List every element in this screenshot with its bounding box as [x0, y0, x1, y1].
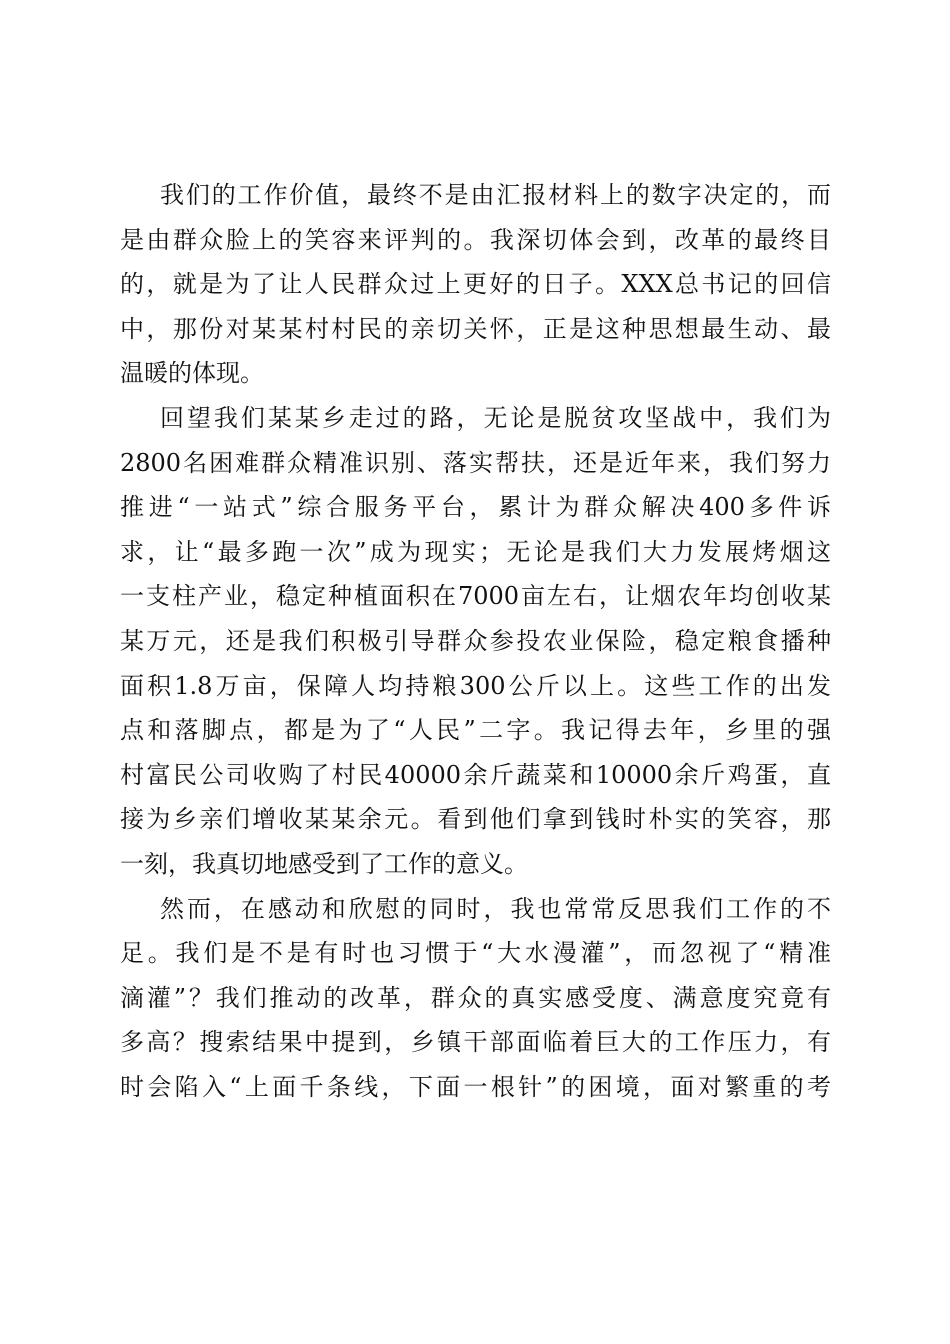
text-line: 求，让“最多跑一次”成为现实；无论是我们大力发展烤烟这 [120, 537, 831, 566]
text-line: 推进“一站式”综合服务平台，累计为群众解决400多件诉 [120, 493, 831, 522]
text-line: 的，就是为了让人民群众过上更好的日子。XXX总书记的回信 [120, 270, 831, 299]
paragraph [120, 173, 831, 396]
text-line: 接为乡亲们增收某某余元。看到他们拿到钱时朴实的笑容，那 [120, 805, 831, 834]
text-line: 回望我们某某乡走过的路，无论是脱贫攻坚战中，我们为 [160, 403, 831, 432]
text-line: 是由群众脸上的笑容来评判的。我深切体会到，改革的最终目 [120, 225, 831, 254]
text-line: 点和落脚点，都是为了“人民”二字。我记得去年，乡里的强 [120, 716, 831, 745]
text-line: 2800名困难群众精准识别、落实帮扶，还是近年来，我们努力 [120, 448, 831, 477]
text-line: 温暖的体现。 [120, 359, 264, 388]
text-line: 某万元，还是我们积极引导群众参投农业保险，稳定粮食播种 [120, 626, 831, 655]
text-line: 然而，在感动和欣慰的同时，我也常常反思我们工作的不 [160, 894, 831, 923]
text-line: 中，那份对某某村村民的亲切关怀，正是这种思想最生动、最 [120, 314, 831, 343]
text-line: 一支柱产业，稳定种植面积在7000亩左右，让烟农年均创收某 [120, 582, 831, 611]
document-page [120, 173, 831, 1109]
text-line: 时会陷入“上面千条线，下面一根针”的困境，面对繁重的考 [120, 1072, 831, 1101]
text-line: 一刻，我真切地感受到了工作的意义。 [120, 849, 528, 878]
text-line: 村富民公司收购了村民40000余斤蔬菜和10000余斤鸡蛋，直 [120, 760, 831, 789]
paragraph [120, 887, 831, 1110]
text-line: 面积1.8万亩，保障人均持粮300公斤以上。这些工作的出发 [120, 671, 831, 700]
text-line: 滴灌”？我们推动的改革，群众的真实感受度、满意度究竟有 [120, 983, 831, 1012]
paragraph [120, 396, 831, 887]
text-line: 足。我们是不是有时也习惯于“大水漫灌”，而忽视了“精准 [120, 939, 831, 968]
text-line: 多高？搜索结果中提到，乡镇干部面临着巨大的工作压力，有 [120, 1028, 831, 1057]
text-line: 我们的工作价值，最终不是由汇报材料上的数字决定的，而 [160, 181, 831, 209]
